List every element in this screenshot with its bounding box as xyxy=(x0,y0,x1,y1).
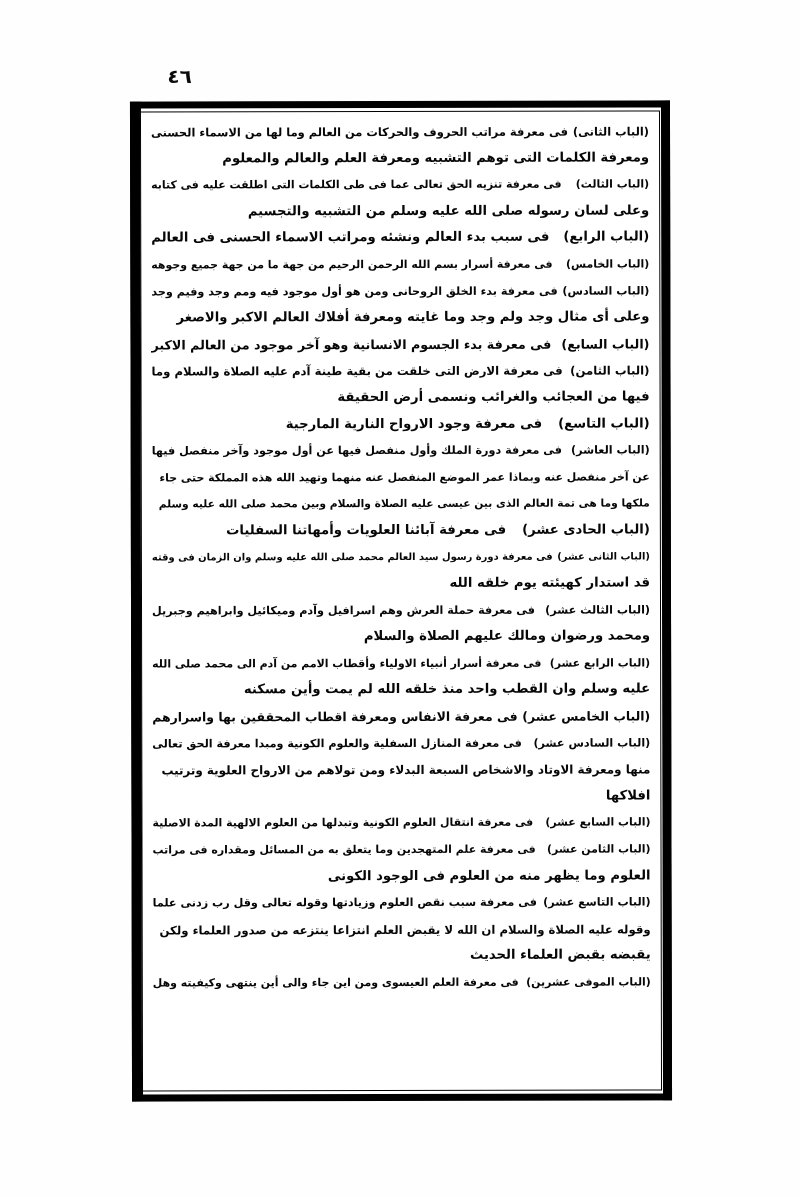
manuscript-line xyxy=(152,544,650,572)
line-text: فى معرفة الانفاس ومعرفة اقطاب المحققين بها واسرارهم xyxy=(152,708,518,725)
chapter-heading: (الباب الثالث عشر) xyxy=(545,603,651,617)
line-text: فى معرفة تنزيه الحق تعالى عما فى طى الكلمات التى اطلقت عليه فى كتابه xyxy=(151,177,562,192)
manuscript-line xyxy=(152,810,650,838)
manuscript-line xyxy=(151,145,649,173)
chapter-heading: (الباب الثامن) xyxy=(570,363,650,378)
line-text: ملكها وما هى تمة العالم الذى بين عيسى عليه الصلاة والسلام وبين محمد صلى الله عليه وسلم xyxy=(158,496,650,511)
line-text: منها ومعرفة الاوتاد والاشخاص السبعة البدلاء ومن تولاهم من الارواح العلوية وترتيب xyxy=(161,762,651,778)
manuscript-line xyxy=(152,571,650,599)
line-text: فى معرفة حملة العرش وهم اسرافيل وآدم وميكائيل وابراهيم وجبريل xyxy=(152,603,535,618)
line-text: عليه وسلم وان القطب واحد منذ خلقه الله لم يمت وأين مسكنه xyxy=(243,681,651,698)
line-text: فى معرفة العلم العيسوى ومن اين جاء والى أين ينتهى وكيفيته وهل xyxy=(152,975,519,990)
chapter-heading: (الباب التاسع) xyxy=(558,416,650,432)
manuscript-line xyxy=(152,624,650,652)
line-text: فى معرفة دورة الملك وأول منفصل فيها عن أول موجود وآخر منفصل فيها xyxy=(151,443,562,458)
manuscript-line xyxy=(151,305,649,333)
manuscript-line xyxy=(151,118,649,146)
manuscript-line xyxy=(151,172,649,200)
chapter-heading: (الباب السادس) xyxy=(562,284,650,298)
chapter-heading: (الباب السابع) xyxy=(561,336,650,352)
chapter-heading: (الباب الخامس) xyxy=(565,257,650,271)
chapter-heading: (الباب الثامن عشر) xyxy=(547,842,651,856)
line-text: فى معرفة دورة رسول سيد العالم محمد صلى الله عليه وسلم وان الزمان فى وقته xyxy=(151,551,553,564)
line-text: فى معرفة انتقال العلوم الكونية وتبدلها من العلوم الالهية المدة الاصلية xyxy=(152,816,534,830)
manuscript-line xyxy=(152,438,650,466)
line-text: افلاكها xyxy=(605,788,651,804)
chapter-heading: (الباب الثانى) xyxy=(572,124,650,139)
manuscript-line xyxy=(152,783,650,811)
chapter-heading: (الباب الثانى عشر) xyxy=(557,550,650,563)
line-text: فيها من العجائب والغرائب ونسمى أرض الحقيقة xyxy=(337,389,650,406)
chapter-heading: (الباب الحادى عشر) xyxy=(522,522,650,538)
manuscript-line xyxy=(151,225,649,253)
text-block-frame xyxy=(130,100,672,1101)
manuscript-line xyxy=(152,384,650,412)
manuscript-line xyxy=(152,491,650,519)
line-text: العلوم وما يظهر منه من العلوم فى الوجود الكونى xyxy=(327,868,651,884)
chapter-heading: (الباب العاشر) xyxy=(570,443,650,457)
line-text: ومعرفة الكلمات التى توهم التشبيه ومعرفة العلم والعالم والمعلوم xyxy=(222,150,650,166)
line-text: فى معرفة بدء الجسوم الانسانية وهو آخر موجود من العالم الاكبر xyxy=(151,336,552,353)
line-text: فى معرفة أسرار أنبياء الاولياء وأقطاب الامم من آدم الى محمد صلى الله xyxy=(152,656,542,671)
manuscript-line xyxy=(152,730,650,758)
manuscript-line xyxy=(152,597,650,625)
manuscript-line xyxy=(151,331,649,359)
line-text: عن آخر منفصل عنه وبماذا عمر الموضع المنفصل عنه منهما وتهيد الله هذه المملكة حتى جاء xyxy=(159,470,650,485)
line-text: يقبضه بقبض العلماء الحديث xyxy=(469,947,651,964)
chapter-heading: (الباب التاسع عشر) xyxy=(543,895,651,909)
line-text: وعلى أى مثال وجد ولم وجد وما غايته ومعرفة أفلاك العالم الاكبر والاصغر xyxy=(176,309,650,326)
chapter-heading: (الباب الرابع) xyxy=(563,229,650,246)
manuscript-line xyxy=(153,890,651,918)
folio-number: ٦٤ xyxy=(167,66,192,88)
chapter-heading: (الباب السابع عشر) xyxy=(545,815,651,830)
frame-right-rule xyxy=(661,100,672,1100)
line-text: وعلى لسان رسوله صلى الله عليه وسلم من التشبيه والتجسيم xyxy=(247,203,650,220)
chapter-heading: (الباب الموفى عشرين) xyxy=(526,975,651,989)
text-block-inner-rule xyxy=(140,110,662,1091)
chapter-heading: (الباب السادس عشر) xyxy=(533,736,651,750)
text-body xyxy=(151,118,651,1083)
line-text: قد استدار كهيئته يوم خلقه الله xyxy=(449,575,650,591)
manuscript-line xyxy=(152,517,650,545)
manuscript-line xyxy=(152,677,650,705)
line-text: ومحمد ورضوان ومالك عليهم الصلاة والسلام xyxy=(363,628,651,645)
manuscript-line xyxy=(152,650,650,678)
manuscript-line xyxy=(153,863,651,891)
line-text: فى معرفة المنازل السفلية والعلوم الكونية ومبدا معرفة الحق تعالى xyxy=(152,736,522,751)
line-text: فى سبب بدء العالم ونشئه ومراتب الاسماء الحسنى فى العالم xyxy=(151,230,550,246)
line-text: فى معرفة سبب نقص العلوم وزيادتها وقوله تعالى وقل رب زدنى علما xyxy=(152,895,537,910)
manuscript-line xyxy=(152,464,650,492)
line-text: فى معرفة مراتب الحروف والحركات من العالم وما لها من الاسماء الحسنى xyxy=(151,124,569,140)
line-text: فى معرفة علم المتهجدين وما يتعلق به من المسائل ومقداره فى مراتب xyxy=(152,842,536,857)
manuscript-line xyxy=(152,837,650,865)
manuscript-line xyxy=(153,943,651,971)
line-text: فى معرفة آبائنا العلويات وأمهاتنا السفليات xyxy=(226,522,507,539)
line-text: فى معرفة وجود الارواح النارية المارجية xyxy=(285,416,543,432)
line-text: فى معرفة أسرار بسم الله الرحمن الرحيم من جهة ما من جهة جميع وجوهه xyxy=(151,257,553,272)
line-text: وقوله عليه الصلاة والسلام ان الله لا يقبض العلم انتزاعا ينتزعه من صدور العلماء ولكن xyxy=(159,922,651,938)
manuscript-line xyxy=(152,704,650,732)
line-text: فى معرفة بدء الخلق الروحانى ومن هو أول موجود فيه ومم وجد وفيم وجد xyxy=(151,284,558,299)
chapter-heading: (الباب الثالث) xyxy=(575,177,650,191)
manuscript-line xyxy=(151,358,649,386)
manuscript-line xyxy=(152,757,650,785)
manuscript-line xyxy=(151,278,649,306)
chapter-heading: (الباب الرابع عشر) xyxy=(549,656,651,670)
line-text: فى معرفة الارض التى خلقت من بقية طينة آدم عليه الصلاة والسلام وما xyxy=(151,364,563,379)
manuscript-line xyxy=(151,251,649,279)
manuscript-line xyxy=(152,411,650,439)
manuscript-line xyxy=(153,916,651,944)
chapter-heading: (الباب الخامس عشر) xyxy=(522,708,651,724)
manuscript-line xyxy=(151,198,649,226)
manuscript-line xyxy=(153,969,651,997)
